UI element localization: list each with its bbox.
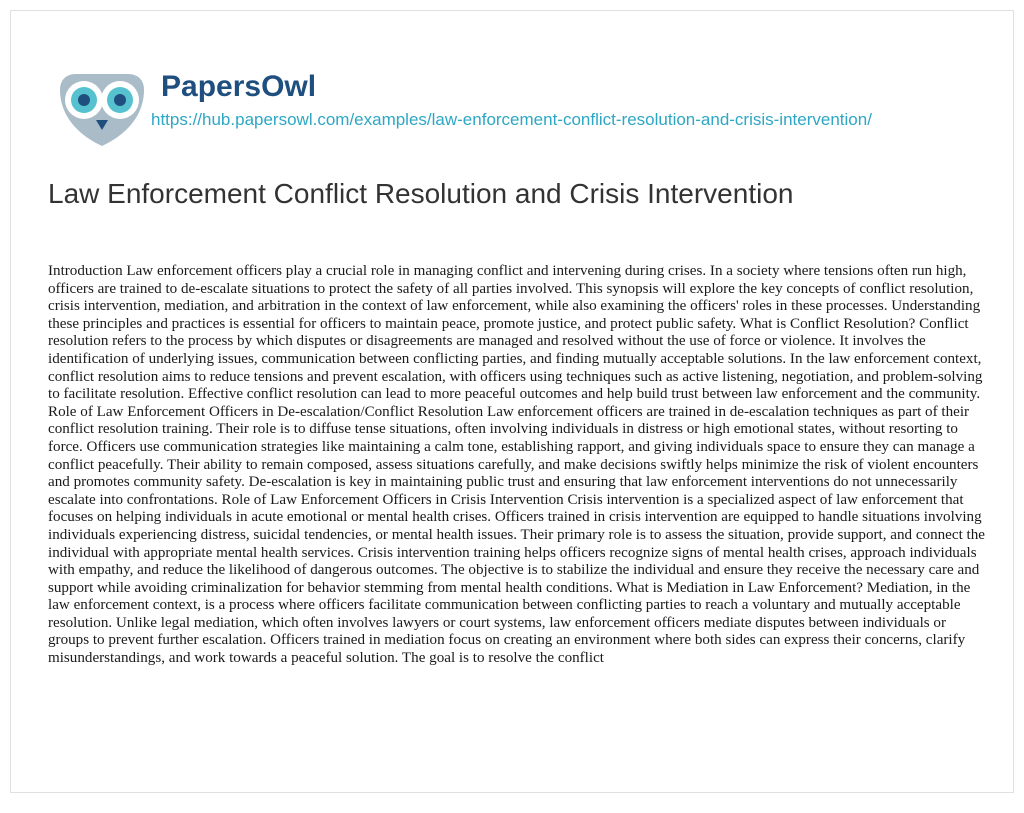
source-url-link[interactable]: https://hub.papersowl.com/examples/law-enforcement-conflict-resolution-and-crisis-intervention/ (151, 110, 872, 129)
owl-icon (54, 62, 150, 158)
document-body: Introduction Law enforcement officers play a crucial role in managing conflict and intervening during crises. In a society where tensions often run high, officers are trained to de-escalate situations to protect the safety of all parties involved. This synopsis will explore the key concepts of conflict resolution, crisis intervention, mediation, and arbitration in the context of law enforcement, while also examining the officers' roles in these processes. Understanding these principles and practices is essential for officers to maintain peace, promote justice, and protect public safety. What is Conflict Resolution? Conflict resolution refers to the process by which disputes or disagreements are managed and resolved without the use of force or violence. It involves the identification of underlying issues, communication between conflicting parties, and finding mutually acceptable solutions. In the law enforcement context, conflict resolution aims to reduce tensions and prevent escalation, with officers using techniques such as active listening, negotiation, and problem-solving to facilitate resolution. Effective conflict resolution can lead to more peaceful outcomes and help build trust between law enforcement and the community. Role of Law Enforcement Officers in De-escalation/Conflict Resolution Law enforcement officers are trained in de-escalation techniques as part of their conflict resolution training. Their role is to diffuse tense situations, often involving individuals in distress or high emotional states, without resorting to force. Officers use communication strategies like maintaining a calm tone, establishing rapport, and giving individuals space to ensure they can manage a conflict peacefully. Their ability to remain composed, assess situations carefully, and make decisions swiftly helps minimize the risk of violent encounters and promotes community safety. De-escalation is key in maintaining public trust and ensuring that law enforcement interventions do not unnecessarily escalate into confrontations. Role of Law Enforcement Officers in Crisis Intervention Crisis intervention is a specialized aspect of law enforcement that focuses on helping individuals in acute emotional or mental health crises. Officers trained in crisis intervention are equipped to handle situations involving individuals experiencing distress, suicidal tendencies, or mental health issues. Their primary role is to assess the situation, provide support, and connect the individual with appropriate mental health services. Crisis intervention training helps officers recognize signs of mental health crises, approach individuals with empathy, and reduce the likelihood of dangerous outcomes. The objective is to stabilize the individual and ensure they receive the necessary care and support while avoiding criminalization for behavior stemming from mental health conditions. What is Mediation in Law Enforcement? Mediation, in the law enforcement context, is a process where officers facilitate communication between conflicting parties to reach a voluntary and mutually acceptable resolution. Unlike legal mediation, which often involves lawyers or court systems, law enforcement officers mediate disputes between individuals or groups to prevent further escalation. Officers trained in mediation focus on creating an environment where both sides can express their concerns, clarify misunderstandings, and work towards a peaceful solution. The goal is to resolve the conflict (48, 263, 985, 667)
document-page (10, 10, 1014, 793)
document-title: Law Enforcement Conflict Resolution and Crisis Intervention (48, 178, 794, 209)
brand-name: PapersOwl (161, 70, 317, 103)
